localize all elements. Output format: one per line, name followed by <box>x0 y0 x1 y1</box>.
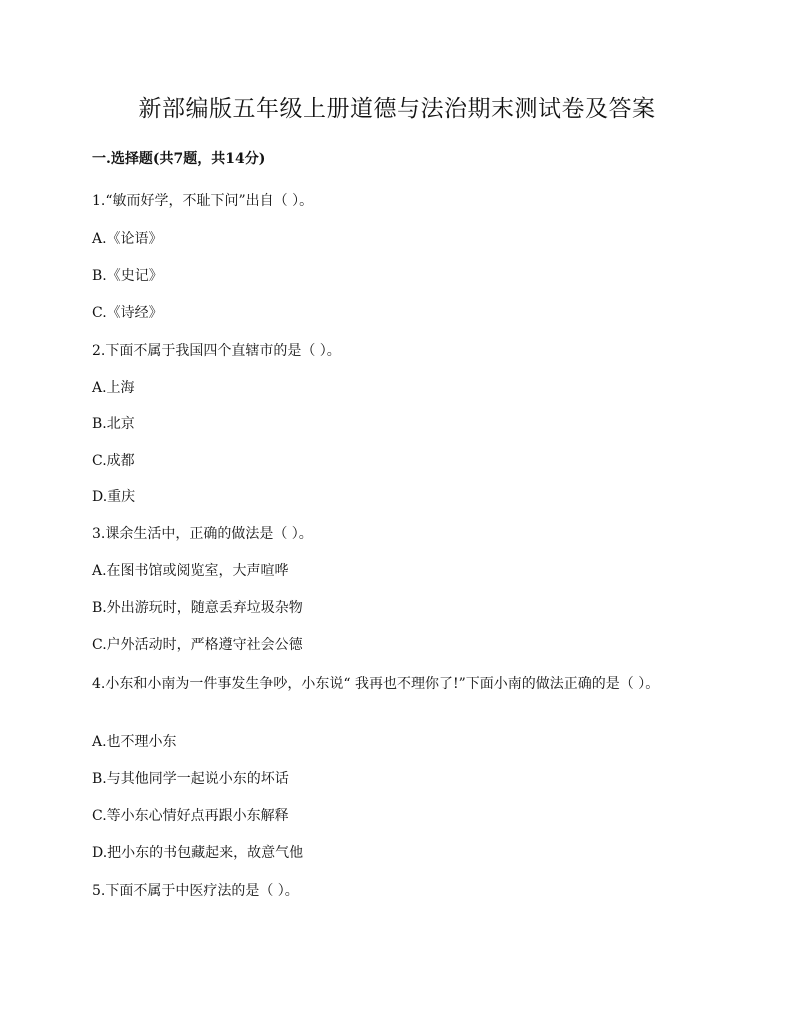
question-2-option-b: B.北京 <box>92 416 135 432</box>
section-heading: 一.选择题(共7题，共14分) <box>92 151 266 167</box>
question-4-option-c: C.等小东心情好点再跟小东解释 <box>92 808 289 824</box>
question-4-option-a: A.也不理小东 <box>92 734 177 750</box>
question-3-option-b: B.外出游玩时，随意丢弃垃圾杂物 <box>92 600 303 616</box>
question-3-option-c: C.户外活动时，严格遵守社会公德 <box>92 637 303 653</box>
document-title: 新部编版五年级上册道德与法治期末测试卷及答案 <box>138 96 656 122</box>
question-3-stem: 3.课余生活中，正确的做法是（ ）。 <box>92 526 313 542</box>
question-2-stem: 2.下面不属于我国四个直辖市的是（ ）。 <box>92 343 341 359</box>
question-1-option-a: A.《论语》 <box>92 231 163 247</box>
question-1-option-b: B.《史记》 <box>92 268 163 284</box>
question-4-stem: 4.小东和小南为一件事发生争吵，小东说“ 我再也不理你了!”下面小南的做法正确的是（ ）。 <box>92 676 660 692</box>
question-1-option-c: C.《诗经》 <box>92 305 163 321</box>
question-2-option-a: A.上海 <box>92 380 135 396</box>
question-5-stem: 5.下面不属于中医疗法的是（ ）。 <box>92 883 299 899</box>
question-1-stem: 1.“敏而好学，不耻下问”出自（ ）。 <box>92 193 314 209</box>
question-4-option-b: B.与其他同学一起说小东的坏话 <box>92 771 289 787</box>
question-2-option-d: D.重庆 <box>92 489 136 505</box>
question-2-option-c: C.成都 <box>92 453 135 469</box>
question-4-option-d: D.把小东的书包藏起来，故意气他 <box>92 845 304 861</box>
question-3-option-a: A.在图书馆或阅览室，大声喧哗 <box>92 563 289 579</box>
